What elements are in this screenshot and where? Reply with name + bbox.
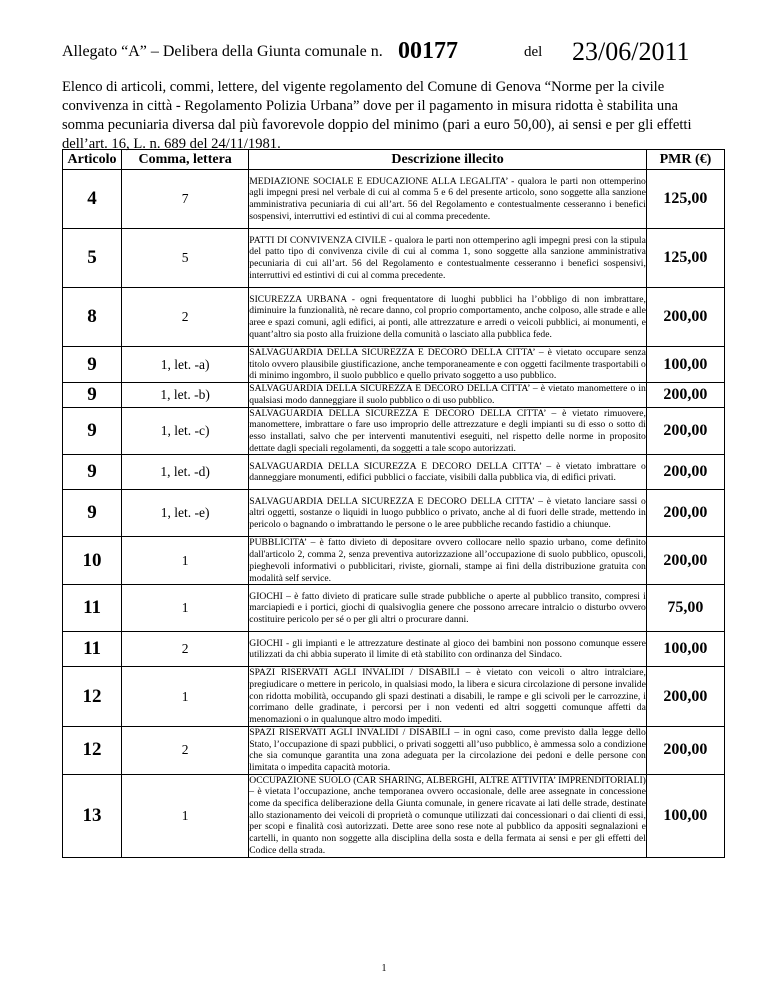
row-comma: 5	[122, 229, 249, 288]
row-articolo: 4	[63, 170, 122, 229]
row-pmr: 200,00	[646, 383, 724, 407]
row-comma: 1, let. -c)	[122, 407, 249, 455]
table-header-row	[63, 150, 725, 170]
row-descrizione: MEDIAZIONE SOCIALE E EDUCAZIONE ALLA LEGALITA’ - qualora le parti non ottemperino agli impegni presi nel verbale di cui al comma 5 e 6 del presente articolo, sono soggette alla sanzione amministrativa pecuniaria di cui all’art. 56 del Regolamento e contestualmente cesseranno i benefici sospensivi, interruttivi ed estintivi di cui al comma precedente.	[249, 170, 647, 229]
row-comma: 7	[122, 170, 249, 229]
row-comma: 1, let. -b)	[122, 383, 249, 407]
row-descrizione: SALVAGUARDIA DELLA SICUREZZA E DECORO DELLA CITTA’ – è vietato manomettere o in qualsiasi modo danneggiare il suolo pubblico o di uso pubblico.	[249, 383, 646, 406]
row-descrizione: SPAZI RISERVATI AGLI INVALIDI / DISABILI – in ogni caso, come previsto dalla legge dello Stato, l’occupazione di spazi pubblici, o privati soggetti all’uso pubblico, è ammessa solo a condizione che sia comunque garantita una zona adeguata per la circolazione dei pedoni e delle persone con limitata o impedita capacità motoria.	[249, 726, 646, 773]
allegato-label: Allegato “A” – Delibera della Giunta comunale n.	[62, 43, 383, 60]
row-articolo: 5	[63, 229, 122, 288]
row-comma: 2	[122, 726, 249, 774]
table-row	[63, 585, 725, 632]
row-descrizione: GIOCHI - gli impianti e le attrezzature destinate al gioco dei bambini non possono comunque essere utilizzati da chi abbia superato il limite di età stabilito con ordinanza del Sindaco.	[249, 632, 647, 667]
row-comma: 2	[122, 632, 249, 667]
sanctions-table	[62, 149, 725, 858]
row-descrizione: SALVAGUARDIA DELLA SICUREZZA E DECORO DELLA CITTA’ – è vietato rimuovere, manomettere, imbrattare o fare uso improprio delle attrezzature e degli impianti su di esso o sotto di esso installati, salvo che per interventi manutentivi eseguiti, nel rispetto delle norme in proposito dettate dagli speciali regolamenti, da soggetti a tale scopo autorizzati.	[249, 407, 646, 454]
row-pmr: 200,00	[646, 667, 724, 727]
row-comma: 1	[122, 585, 249, 632]
row-pmr: 200,00	[646, 726, 724, 774]
row-pmr: 125,00	[646, 170, 724, 229]
row-descrizione: PATTI DI CONVIVENZA CIVILE - qualora le parti non ottemperino agli impegni presi con la stipula del patto tipo di convivenza civile di cui al comma 1, sono soggette alla sanzione amministrativa pecuniaria di cui all’art. 56 del Regolamento e contestualmente cesseranno i benefici sospensivi, interruttivi ed estintivi di cui al comma precedente.	[249, 229, 647, 288]
row-articolo: 11	[63, 632, 122, 667]
table-row	[63, 347, 725, 383]
row-articolo: 13	[63, 774, 122, 857]
table-row	[63, 667, 725, 727]
header-articolo: Articolo	[63, 150, 122, 170]
table-row	[63, 170, 725, 229]
table-row	[63, 229, 725, 288]
row-articolo: 9	[63, 455, 122, 490]
row-descrizione: SALVAGUARDIA DELLA SICUREZZA E DECORO DELLA CITTA’ – è vietato lanciare sassi o altri oggetti, sostanze o liquidi in luogo pubblico o privato, anche al di fuori delle strade, mettendo in pericolo o bagnando o imbrattando le persone o le aree pubbliche recando fastidio a chiunque.	[249, 490, 647, 537]
row-pmr: 125,00	[646, 229, 724, 288]
row-comma: 1	[122, 537, 249, 585]
table-row	[63, 490, 725, 537]
header-descrizione: Descrizione illecito	[249, 150, 647, 170]
row-comma: 1, let. -a)	[122, 347, 249, 383]
document-header	[62, 38, 722, 68]
table-row	[63, 726, 725, 774]
row-articolo: 12	[63, 726, 122, 774]
row-pmr: 200,00	[646, 490, 724, 537]
delibera-date: 23/06/2011	[572, 37, 690, 66]
row-descrizione: PUBBLICITA’ – è fatto divieto di depositare ovvero collocare nello spazio urbano, come definito dall'articolo 2, comma 2, senza preventiva autorizzazione all’occupazione di suolo pubblico, opuscoli, pieghevoli informativi o pubblicitari, riviste, giornali, stampe ai fini della distribuzione gratuita con modalità self service.	[249, 537, 646, 584]
row-articolo: 9	[63, 490, 122, 537]
row-pmr: 200,00	[646, 288, 724, 347]
table-row	[63, 537, 725, 585]
row-articolo: 9	[63, 347, 122, 383]
table-body	[63, 170, 725, 858]
table-row	[63, 632, 725, 667]
row-descrizione: SICUREZZA URBANA - ogni frequentatore di luoghi pubblici ha l’obbligo di non imbrattare, diminuire la funzionalità, nè recare danno, col proprio comportamento, anche colposo, alle strade e alle aree e spazi comuni, agli edifici, ai ponti, alle attrezzature e arredi o veicoli pubblici, ai monumenti, e quant’altro sia posto alla fruizione della comunità o lasciato alla pubblica fede.	[249, 288, 647, 347]
table-row	[63, 383, 725, 407]
row-articolo: 12	[63, 667, 122, 727]
del-label: del	[524, 44, 543, 60]
row-pmr: 200,00	[646, 537, 724, 585]
table-row	[63, 455, 725, 490]
row-articolo: 8	[63, 288, 122, 347]
row-descrizione: OCCUPAZIONE SUOLO (CAR SHARING, ALBERGHI, ALTRE ATTIVITA’ IMPRENDITORIALI) – è vietata l’occupazione, anche temporanea ovvero occasionale, delle aree assegnate in concessione come da specifica deliberazione della Giunta comunale, in genere ricavate ai lati delle strade, destinate allo stazionamento dei veicoli di proprietà o comunque utilizzati dai concessionari o dai clienti di essi, per scopi e finalità così autorizzati. Dette aree sono rese note al pubblico da appositi segnalazioni e cartelli, in quanto non soggette alla disciplina della sosta e della fermata ai sensi e per gli effetti del Codice della strada.	[249, 774, 646, 856]
page-number: 1	[381, 963, 387, 974]
row-comma: 2	[122, 288, 249, 347]
row-pmr: 100,00	[646, 632, 724, 667]
row-articolo: 9	[63, 383, 122, 407]
header-comma: Comma, lettera	[122, 150, 249, 170]
row-articolo: 10	[63, 537, 122, 585]
row-descrizione: SPAZI RISERVATI AGLI INVALIDI / DISABILI – è vietato con veicoli o altro intralciare, pregiudicare o mettere in pericolo, in qualsiasi modo, la libera e sicura circolazione di persone invalide con ridotta mobilità, occupando gli spazi destinati a disabili, le rampe e gli scivoli per le carrozzine, i corrimano delle gradinate, i percorsi per i non vedenti ed altri soggetti comunque affetti da menomazioni o in qualunque altro modo impediti.	[249, 667, 646, 726]
row-descrizione: GIOCHI – è fatto divieto di praticare sulle strade pubbliche o aperte al pubblico transito, compresi i marciapiedi e i portici, giochi di qualsivoglia genere che possono arrecare intralcio o disturbo ovvero costituire pericolo per sé o per gli altri o procurare danni.	[249, 585, 647, 632]
row-descrizione: SALVAGUARDIA DELLA SICUREZZA E DECORO DELLA CITTA’ – è vietato occupare senza titolo ovvero plausibile giustificazione, anche temporaneamente e con oggetti facilmente trasportabili o di minimo ingombro, il suolo pubblico e quello privato soggetto a uso pubblico.	[249, 347, 646, 382]
row-articolo: 9	[63, 407, 122, 455]
delibera-number: 00177	[398, 38, 458, 64]
row-pmr: 100,00	[646, 774, 724, 857]
table-row	[63, 774, 725, 857]
row-pmr: 200,00	[646, 407, 724, 455]
row-pmr: 200,00	[646, 455, 724, 490]
row-pmr: 100,00	[646, 347, 724, 383]
row-comma: 1, let. -e)	[122, 490, 249, 537]
table-row	[63, 288, 725, 347]
row-articolo: 11	[63, 585, 122, 632]
row-descrizione: SALVAGUARDIA DELLA SICUREZZA E DECORO DELLA CITTA’ – è vietato imbrattare o danneggiare monumenti, edifici pubblici o facciate, visibili dalla pubblica via, di edifici privati.	[249, 455, 647, 490]
row-comma: 1	[122, 667, 249, 727]
row-pmr: 75,00	[646, 585, 724, 632]
header-pmr: PMR (€)	[646, 150, 724, 170]
row-comma: 1	[122, 774, 249, 857]
row-comma: 1, let. -d)	[122, 455, 249, 490]
intro-paragraph: Elenco di articoli, commi, lettere, del vigente regolamento del Comune di Genova “Norme per la civile convivenza in città - Regolamento Polizia Urbana” dove per il pagamento in misura ridotta è stabilita una somma pecuniaria diversa dal più favorevole doppio del minimo (pari a euro 50,00), ai sensi e per gli effetti dell’art. 16, L. n. 689 del 24/11/1981.	[62, 79, 692, 152]
table-row	[63, 407, 725, 455]
